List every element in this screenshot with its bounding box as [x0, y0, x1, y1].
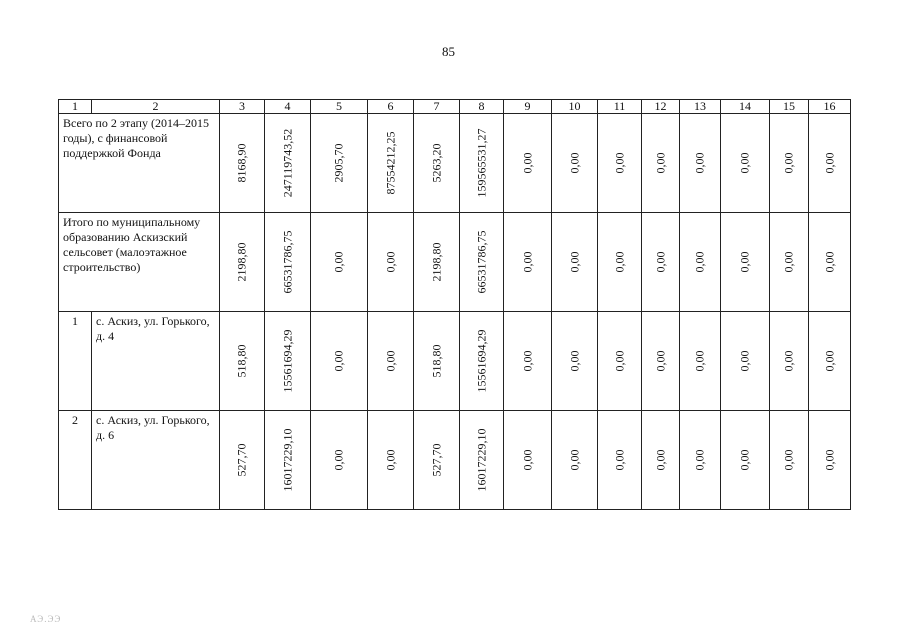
value-text: 0,00	[692, 350, 707, 372]
value-text: 16017229,10	[474, 428, 488, 492]
value-cell	[220, 312, 265, 411]
value-cell	[552, 114, 598, 213]
value-text: 15561694,29	[474, 329, 488, 393]
table-row	[59, 213, 851, 312]
value-cell	[368, 411, 414, 510]
value-cell	[220, 213, 265, 312]
column-header: 11	[598, 100, 642, 114]
column-header: 16	[809, 100, 851, 114]
row-number-cell: 2	[59, 411, 92, 510]
value-cell	[721, 213, 770, 312]
value-cell	[265, 213, 311, 312]
value-cell	[311, 213, 368, 312]
value-cell	[680, 411, 721, 510]
value-text: 0,00	[612, 152, 626, 174]
value-cell	[770, 213, 809, 312]
value-text: 0,00	[781, 350, 796, 372]
value-text: 2198,80	[429, 242, 443, 282]
column-header: 9	[504, 100, 552, 114]
value-cell	[504, 114, 552, 213]
value-cell	[642, 411, 680, 510]
value-text: 15561694,29	[280, 329, 294, 393]
value-text: 2198,80	[234, 242, 249, 282]
column-header: 2	[92, 100, 220, 114]
value-cell	[460, 114, 504, 213]
table-row	[59, 312, 851, 411]
value-cell	[368, 114, 414, 213]
value-text: 0,00	[822, 152, 836, 174]
value-cell	[368, 213, 414, 312]
data-table	[58, 99, 851, 510]
value-cell	[265, 411, 311, 510]
value-cell	[414, 411, 460, 510]
value-cell	[265, 114, 311, 213]
value-text: 0,00	[737, 152, 752, 174]
value-cell	[598, 411, 642, 510]
value-text: 0,00	[781, 251, 796, 273]
row-name-cell: с. Аскиз, ул. Горького, д. 4	[92, 312, 220, 411]
value-cell	[770, 312, 809, 411]
value-text: 0,00	[520, 251, 534, 273]
value-cell	[460, 411, 504, 510]
value-text: 0,00	[692, 152, 707, 174]
column-header: 8	[460, 100, 504, 114]
value-cell	[770, 114, 809, 213]
value-text: 0,00	[653, 251, 667, 273]
value-cell	[721, 114, 770, 213]
value-cell	[598, 114, 642, 213]
column-header: 5	[311, 100, 368, 114]
row-name-cell: с. Аскиз, ул. Горького, д. 6	[92, 411, 220, 510]
column-header: 7	[414, 100, 460, 114]
value-text: 0,00	[331, 350, 346, 372]
value-text: 0,00	[737, 449, 752, 471]
value-cell	[504, 312, 552, 411]
value-text: 0,00	[781, 152, 796, 174]
value-cell	[809, 411, 851, 510]
value-text: 159565531,27	[474, 128, 488, 198]
value-cell	[552, 312, 598, 411]
value-cell	[642, 114, 680, 213]
value-cell	[460, 312, 504, 411]
value-text: 0,00	[653, 350, 667, 372]
value-text: 0,00	[612, 251, 626, 273]
value-text: 0,00	[737, 251, 752, 273]
value-cell	[642, 213, 680, 312]
value-text: 0,00	[383, 449, 397, 471]
column-header: 6	[368, 100, 414, 114]
value-cell	[414, 114, 460, 213]
value-text: 66531786,75	[474, 230, 488, 294]
value-text: 0,00	[822, 251, 836, 273]
header-row	[59, 100, 851, 114]
value-text: 16017229,10	[280, 428, 294, 492]
column-header: 1	[59, 100, 92, 114]
value-text: 0,00	[567, 449, 581, 471]
value-cell	[311, 411, 368, 510]
value-cell	[680, 312, 721, 411]
value-text: 0,00	[737, 350, 752, 372]
value-text: 5263,20	[429, 143, 443, 183]
value-text: 0,00	[567, 152, 581, 174]
value-cell	[598, 312, 642, 411]
row-name-cell: Всего по 2 этапу (2014–2015 годы), с финансовой поддержкой Фонда	[59, 114, 220, 213]
value-cell	[809, 312, 851, 411]
value-text: 518,80	[234, 344, 249, 378]
row-name-cell: Итого по муниципальному образованию Аскизский сельсовет (малоэтажное строительство)	[59, 213, 220, 312]
value-text: 0,00	[520, 152, 534, 174]
row-number-cell: 1	[59, 312, 92, 411]
value-cell	[265, 312, 311, 411]
value-cell	[721, 411, 770, 510]
value-text: 0,00	[822, 449, 836, 471]
value-cell	[721, 312, 770, 411]
value-cell	[460, 213, 504, 312]
column-header: 13	[680, 100, 721, 114]
column-header: 14	[721, 100, 770, 114]
page-number: 85	[442, 44, 455, 59]
value-text: 0,00	[612, 350, 626, 372]
value-cell	[809, 114, 851, 213]
value-cell	[368, 312, 414, 411]
value-cell	[311, 114, 368, 213]
value-cell	[552, 213, 598, 312]
value-text: 0,00	[692, 449, 707, 471]
table-row	[59, 411, 851, 510]
value-text: 527,70	[234, 443, 249, 477]
value-text: 8168,90	[234, 143, 249, 183]
value-text: 66531786,75	[280, 230, 294, 294]
value-cell	[414, 312, 460, 411]
value-cell	[809, 213, 851, 312]
value-text: 2905,70	[331, 143, 346, 183]
value-text: 0,00	[520, 350, 534, 372]
value-text: 0,00	[383, 350, 397, 372]
column-header: 12	[642, 100, 680, 114]
value-cell	[414, 213, 460, 312]
value-cell	[504, 411, 552, 510]
value-text: 0,00	[781, 449, 796, 471]
value-cell	[680, 213, 721, 312]
value-text: 527,70	[429, 443, 443, 477]
value-text: 518,80	[429, 344, 443, 378]
value-cell	[220, 114, 265, 213]
value-text: 0,00	[520, 449, 534, 471]
footer-mark: АЭ.ЭЭ	[30, 614, 62, 624]
value-text: 247119743,52	[280, 128, 294, 198]
value-text: 87554212,25	[383, 131, 397, 195]
value-text: 0,00	[567, 350, 581, 372]
value-cell	[680, 114, 721, 213]
value-cell	[770, 411, 809, 510]
value-cell	[311, 312, 368, 411]
column-header: 4	[265, 100, 311, 114]
value-cell	[598, 213, 642, 312]
value-text: 0,00	[383, 251, 397, 273]
value-cell	[642, 312, 680, 411]
value-text: 0,00	[331, 251, 346, 273]
value-text: 0,00	[692, 251, 707, 273]
value-text: 0,00	[331, 449, 346, 471]
value-text: 0,00	[612, 449, 626, 471]
column-header: 3	[220, 100, 265, 114]
value-text: 0,00	[822, 350, 836, 372]
value-text: 0,00	[567, 251, 581, 273]
table-row	[59, 114, 851, 213]
value-text: 0,00	[653, 152, 667, 174]
column-header: 15	[770, 100, 809, 114]
value-cell	[220, 411, 265, 510]
value-cell	[504, 213, 552, 312]
column-header: 10	[552, 100, 598, 114]
value-text: 0,00	[653, 449, 667, 471]
value-cell	[552, 411, 598, 510]
